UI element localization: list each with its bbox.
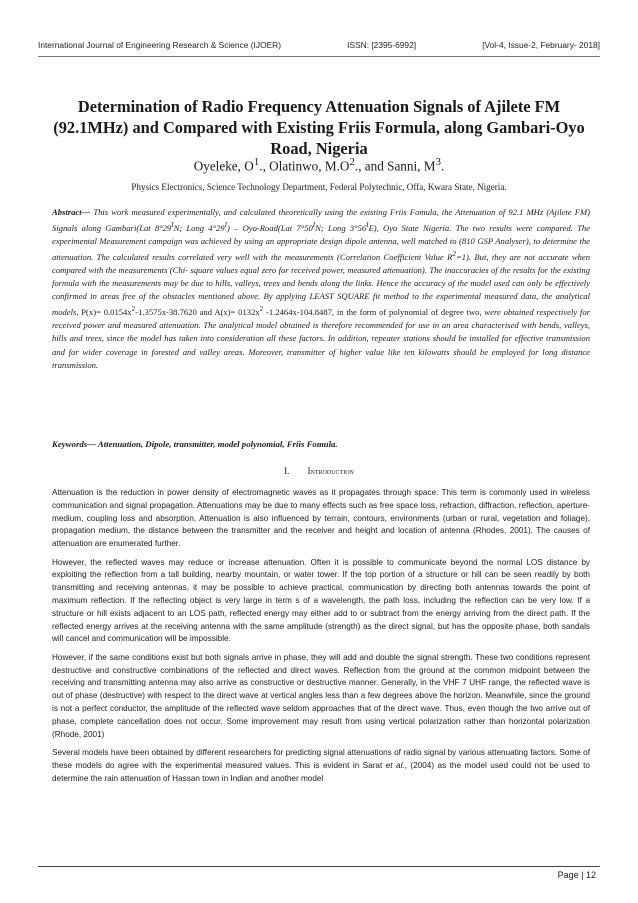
footer-divider xyxy=(38,866,600,867)
section-title: Introduction xyxy=(307,466,354,476)
author-list: Oyeleke, $O^1$., Olatinwo, $M.O^2$., and Sanni, $M^3$. xyxy=(193,156,445,174)
paragraph: Attenuation is the reduction in power density of electromagnetic waves as it propagates through space. This term is commonly used in wireless communication and signal propagation. Attenuations may be due to many effects such as free space loss, refraction, diffraction, reflection, aperture-medium, coupling loss and absorption. Attenuation is also influenced by terrain, contours, environments (urban or rural, vegetation and foliage), propagation medium, the distance between the transmitter and the receiver and height and location of antenna (Rhodes, 2001). The causes of attenuation are enumerated further. xyxy=(52,488,590,549)
paper-title: Determination of Radio Frequency Attenuation Signals of Ajilete FM (92.1MHz) and Compared with Existing Friis Formula, along Gambari-Oyo Road, Nigeria xyxy=(53,97,585,158)
section-heading xyxy=(40,466,598,476)
paragraph: However, the reflected waves may reduce or increase attenuation. Often it is possible to communicate beyond the normal LOS distance by exploiting the reflection from a tall building, nearby mountain, or water tower. If the top portion of a structure or hill can be seen readily by both transmitting and receiving antennas, it may be possible to achieve practical, communication by directing both antennas towards the point of maximum reflection. If the reflecting object is very large in term s of a wavelength, the path loss, including the reflection can be very low. If a structure or hill exists adjacent to an LOS path, reflected energy may either add to or subtract from the energy arriving from the direct path. If the reflected energy arrives at the receiving antenna with the same amplitude (strength) as the direct signal, but has the opposite phase, both sandals will cancel and communication will be impossible. xyxy=(52,557,590,644)
volume-info: [Vol-4, Issue-2, February- 2018] xyxy=(482,40,600,50)
paragraph: However, if the same conditions exist but both signals arrive in phase, they will add and double the signal strength. These two conditions represent destructive and constructive combinations of the reflected and direct waves. Reflection from the ground at the common midpoint between the receiving and transmitting antenna may also arrive as constructive or destructive manner. Generally, in the VHF 7 UHF range, the reflected wave is out of phase (destructive) with respect to the direct wave at vertical angles less than a few degrees above the horizon. Meanwhile, since the ground is not a perfect conductor, the amplitude of the reflected wave seldom approaches that of the direct wave. Thus, even though the two arrive out of phase, complete cancellation does not occur. Some improvement may result from using vertical polarization rather than horizontal polarization (Rhode, 2001) xyxy=(52,652,590,739)
affiliation: Physics Electronics, Science Technology Department, Federal Polytechnic, Offa, Kwara State, Nigeria. xyxy=(131,182,507,192)
paragraph: Several models have been obtained by different researchers for predicting signal attenuations of radio signal by various attenuating factors. Some of these models do agree with the experimental measured values. This is evident in Sarat et al., (2004) as the model used could not be used to determine the rain attenuation of Hassan town in Indian and another model xyxy=(52,747,590,783)
keywords: Keywords— Attenuation, Dipole, transmitter, model polynomial, Friis Fomula. xyxy=(52,439,338,449)
abstract: Abstract— This work measured experimentally, and calculated theoretically using the existing Friis Fomula, the Attenuation of 92.1 MHz (Ajilete FM) Signals along Gambari(Lat $8^\circ 29^IN$; Long $4^\circ 29^I$) – Oyo-Road(Lat $7^\circ 50^IN$; Long $3^\circ 56^IE$), Oyo State Nigeria. The two results were compared. The experimental Measurement campaign was achieved by using an appropriate design dipole antenna, well matched to (810 GSP Analyser), to determine the attenuation. The calculated results correlated very well with the measurements (Correlation Coefficient Value $R^2=1$). But, they are not accurate when compared with the measurements (Chi- square values equal zero for received power, measured attenuation). The inaccuracies of the results for the existing formula with the measurements may be due to hills, valleys, trees and bends along the links. Hence the accuracy of the model used can only be effectively confirmed in areas free of the obstacles mentioned above. By applying LEAST SQUARE fit method to the experimental measured data, the analytical models, $P(x)= 0.0154x^2-1.3575x-38.7620$ and $A(x)= 0132x^2$ -1.2464x-104.8487, in the form of polynomial of degree two, were obtained respectively for received power and measured attenuation. The analytical model obtained is therefore recommended for use in an area characterised with bends, valleys, hills and trees, since the model has taken into consideration all these factors. In addition, repeater stations should be installed for effective transmission and for wider coverage in forested and valley areas. Moreover, transmitter of higher value like ten kilowatts should be employed for long distance transmission. xyxy=(52,207,591,370)
body-text xyxy=(52,487,590,791)
page-number: Page | 12 xyxy=(557,870,596,880)
issn: ISSN: [2395-6992] xyxy=(347,40,417,50)
section-number: I. xyxy=(284,466,290,476)
running-header xyxy=(38,40,600,50)
header-divider xyxy=(38,56,600,57)
abstract-label: Abstract— xyxy=(52,207,91,217)
journal-name: International Journal of Engineering Research & Science (IJOER) xyxy=(38,40,282,50)
